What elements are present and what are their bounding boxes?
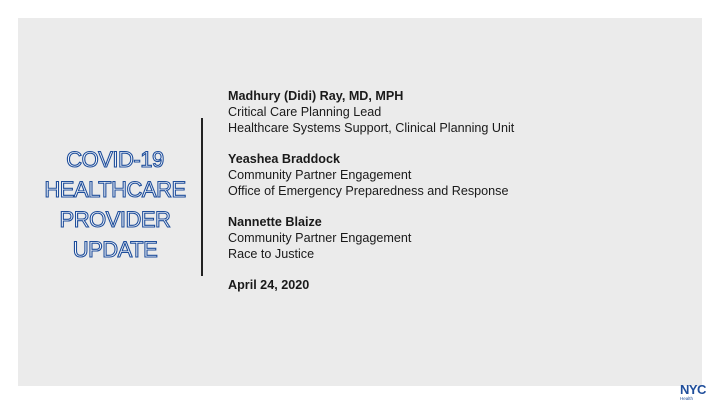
nyc-logo-text: NYC (680, 382, 706, 397)
nyc-health-logo (680, 383, 710, 403)
presenter-3-name: Nannette Blaize (228, 215, 322, 229)
presenter-3-title: Community Partner Engagement (228, 231, 412, 245)
title-line-2: HEALTHCARE (44, 177, 186, 202)
title-line-3: PROVIDER (59, 207, 171, 232)
vertical-divider (201, 118, 203, 276)
slide-title (30, 145, 200, 265)
presenter-2-name: Yeashea Braddock (228, 152, 341, 166)
presenter-1-unit: Healthcare Systems Support, Clinical Planning Unit (228, 121, 515, 135)
presenter-2-title: Community Partner Engagement (228, 168, 412, 182)
presenter-3-unit: Race to Justice (228, 247, 315, 261)
presentation-date: April 24, 2020 (228, 278, 310, 292)
presenter-1-name: Madhury (Didi) Ray, MD, MPH (228, 89, 404, 103)
title-line-4: UPDATE (72, 237, 158, 262)
presenter-info (228, 88, 514, 293)
presenter-1-title: Critical Care Planning Lead (228, 105, 382, 119)
presenter-2-unit: Office of Emergency Preparedness and Response (228, 184, 509, 198)
title-line-1: COVID-19 (66, 147, 164, 172)
health-logo-text: Health (680, 396, 694, 401)
